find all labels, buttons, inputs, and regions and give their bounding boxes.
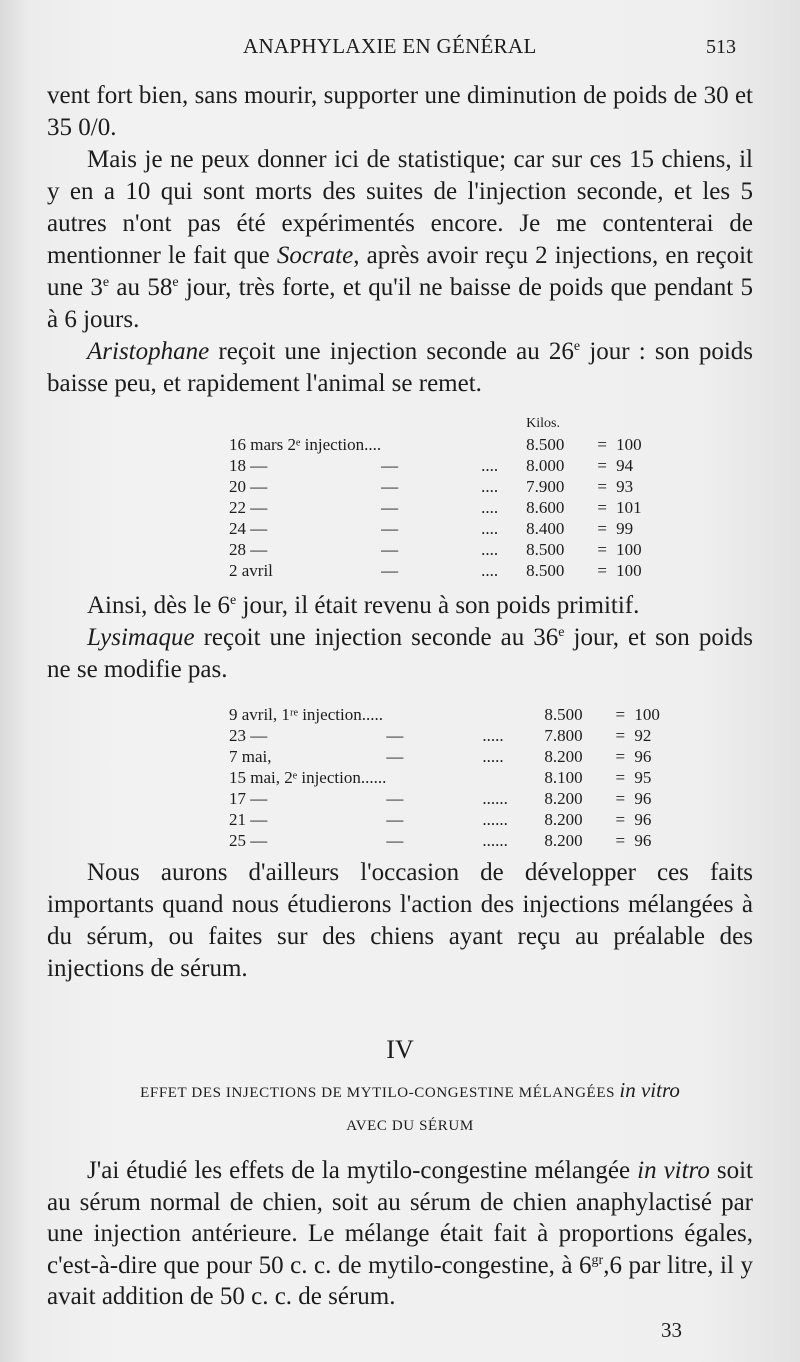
weight-cell: 8.200 <box>544 810 583 829</box>
label-cell: — <box>386 789 404 808</box>
text-run: J'ai étudié les effets de la mytilo-congestine mélangée <box>87 1157 638 1184</box>
equals-cell: = <box>597 498 607 517</box>
equals-cell: = <box>615 747 626 766</box>
weight-cell: 8.500 <box>526 435 565 454</box>
index-cell: 100 <box>634 705 660 724</box>
date-cell: 23 — <box>229 726 268 745</box>
table-row <box>229 518 656 539</box>
equals-cell: = <box>615 705 626 724</box>
equals-cell: = <box>597 456 607 475</box>
table-row <box>229 788 674 809</box>
text-run: jour, il était revenu à son poids primitif. <box>236 592 640 619</box>
paragraph-aristophane <box>47 336 753 400</box>
weight-cell: 8.400 <box>526 519 565 538</box>
table-row <box>229 539 656 560</box>
italic-run: in vitro <box>637 1157 710 1184</box>
leader-dots: .... <box>481 519 499 538</box>
paragraph-future-study: Nous aurons d'ailleurs l'occasion de développer ces faits importants quand nous étudierons l'action des injections mélangées à du sérum, ou faites sur des chiens ayant reçu au préalable des injections de sérum. <box>47 859 753 982</box>
superscript: e <box>558 625 565 640</box>
weight-cell: 8.200 <box>544 747 583 766</box>
equals-cell: = <box>615 810 626 829</box>
weight-cell: 8.500 <box>526 561 565 580</box>
index-cell: 101 <box>616 498 642 517</box>
superscript: e <box>573 339 581 354</box>
text-block-bottom <box>47 1155 753 1313</box>
index-cell: 100 <box>616 540 642 559</box>
heading-text: EFFET DES INJECTIONS DE MYTILO-CONGESTINE MÉLANGÉES <box>140 1085 620 1101</box>
label-cell: — <box>386 726 404 745</box>
index-cell: 96 <box>634 810 652 829</box>
leader-dots: .... <box>481 477 499 496</box>
text-run: reçoit une injection seconde au 26 <box>209 338 574 365</box>
leader-dots: .... <box>481 561 499 580</box>
table-row <box>229 767 674 788</box>
label-cell: — <box>381 477 399 496</box>
equals-cell: = <box>615 789 626 808</box>
paragraph-in-vitro <box>47 1155 753 1313</box>
leader-dots <box>482 704 544 725</box>
text-run: au 58 <box>109 274 173 301</box>
date-cell: 15 mai, 2ᵉ injection...... <box>229 768 387 787</box>
superscript: gr <box>591 1252 604 1268</box>
label-cell: — <box>386 831 404 850</box>
table-row <box>229 560 656 581</box>
leader-dots: .... <box>481 456 499 475</box>
text-block-conclusion <box>47 857 753 985</box>
equals-cell: = <box>597 561 607 580</box>
equals-cell: = <box>597 435 607 454</box>
leader-dots <box>482 767 544 788</box>
kilos-header: Kilos. <box>526 416 560 431</box>
date-cell: 17 — <box>229 789 268 808</box>
leader-dots: .... <box>481 498 499 517</box>
date-cell: 28 — <box>229 540 268 559</box>
leader-dots: ...... <box>482 789 508 808</box>
label-cell: — <box>386 810 404 829</box>
table-row <box>229 704 674 725</box>
index-cell: 100 <box>616 561 642 580</box>
text-run: ,6 par litre, il y avait addition de 50 c. c. de sérum. <box>47 1251 754 1310</box>
table-row <box>229 746 674 767</box>
leader-dots: ..... <box>482 726 504 745</box>
leader-dots: ..... <box>482 747 504 766</box>
date-cell: 24 — <box>229 519 268 538</box>
equals-cell: = <box>615 831 626 850</box>
date-cell: 2 avril <box>229 561 273 580</box>
paragraph-recovery <box>47 590 753 622</box>
index-cell: 96 <box>634 747 652 766</box>
table-row <box>229 455 656 476</box>
equals-cell: = <box>597 477 607 496</box>
table-row <box>229 725 674 746</box>
index-cell: 93 <box>616 477 634 496</box>
text-run: jour, très forte, et qu'il ne baisse de poids que pendant 5 à 6 jours. <box>47 274 753 333</box>
date-cell: 7 mai, <box>229 747 272 766</box>
text-run: jour : son poids baisse peu, et rapidement l'animal se remet. <box>47 338 753 397</box>
page-header <box>0 34 800 64</box>
text-run: , après avoir reçu 2 injections, en reçoit une 3 <box>47 242 753 301</box>
weight-cell: 8.600 <box>526 498 565 517</box>
section-number: IV <box>386 1035 414 1064</box>
dog-name-socrate: Socrate <box>276 242 354 269</box>
date-cell: 18 — <box>229 456 268 475</box>
date-cell: 22 — <box>229 498 268 517</box>
label-cell: — <box>381 561 399 580</box>
table-row <box>229 830 674 851</box>
running-title: ANAPHYLAXIE EN GÉNÉRAL <box>243 34 537 58</box>
weight-cell: 7.900 <box>526 477 565 496</box>
text-run: Mais je ne peux donner ici de statistique; car sur ces 15 chiens, il y en a 10 qui sont morts des suites de l'injection seconde, et les 5 autres n'ont pas été expérimentés encore. Je me contenterai de mentionner le fait que <box>47 146 753 269</box>
weight-cell: 8.500 <box>544 705 583 724</box>
label-cell: — <box>381 498 399 517</box>
label-cell <box>386 767 482 788</box>
table-row <box>229 809 674 830</box>
text-run: jour, et son poids ne se modifie pas. <box>47 624 753 683</box>
leader-dots: .... <box>481 540 499 559</box>
heading-italic: in vitro <box>619 1078 680 1102</box>
date-cell: 20 — <box>229 477 268 496</box>
paragraph-statistics <box>47 144 753 336</box>
date-cell: 25 — <box>229 831 268 850</box>
index-cell: 96 <box>634 789 652 808</box>
leader-dots: ...... <box>482 810 508 829</box>
superscript: e <box>172 275 179 290</box>
index-cell: 92 <box>634 726 652 745</box>
table-row <box>229 434 656 455</box>
weight-table-lysimaque <box>229 704 674 851</box>
equals-cell: = <box>597 519 607 538</box>
dog-name-aristophane: Aristophane <box>87 338 210 365</box>
date-cell: 16 mars 2ᵉ injection.... <box>229 435 382 454</box>
label-cell <box>381 434 481 455</box>
table-header-row <box>229 413 656 434</box>
text-block-middle <box>47 590 753 686</box>
section-heading <box>70 1074 750 1143</box>
heading-text-line2: AVEC DU SÉRUM <box>346 1118 474 1134</box>
equals-cell: = <box>615 768 626 787</box>
table-row <box>229 497 656 518</box>
superscript: e <box>230 593 237 608</box>
dog-name-lysimaque: Lysimaque <box>87 624 195 651</box>
label-cell: — <box>381 519 399 538</box>
weight-table-aristophane <box>229 413 656 581</box>
index-cell: 94 <box>616 456 634 475</box>
weight-cell: 7.800 <box>544 726 583 745</box>
paragraph-continued: vent fort bien, sans mourir, supporter une diminution de poids de 30 et 35 0/0. <box>47 82 753 141</box>
index-cell: 96 <box>634 831 652 850</box>
weight-cell: 8.500 <box>526 540 565 559</box>
index-cell: 95 <box>634 768 652 787</box>
leader-dots <box>481 434 526 455</box>
table-row <box>229 476 656 497</box>
date-cell: 9 avril, 1ʳᵉ injection..... <box>229 705 383 724</box>
text-block-top <box>47 80 753 400</box>
date-cell: 21 — <box>229 810 268 829</box>
text-run: reçoit une injection seconde au 36 <box>194 624 559 651</box>
superscript: e <box>102 275 110 290</box>
equals-cell: = <box>615 726 626 745</box>
index-cell: 100 <box>616 435 642 454</box>
label-cell: — <box>386 747 404 766</box>
index-cell: 99 <box>616 519 634 538</box>
weight-cell: 8.200 <box>544 831 583 850</box>
label-cell: — <box>381 540 399 559</box>
paragraph-lysimaque <box>47 622 753 686</box>
weight-cell: 8.100 <box>544 768 583 787</box>
label-cell: — <box>381 456 399 475</box>
text-run: Ainsi, dès le 6 <box>87 592 231 619</box>
label-cell <box>386 704 482 725</box>
weight-cell: 8.000 <box>526 456 565 475</box>
leader-dots: ...... <box>482 831 508 850</box>
signature-mark: 33 <box>661 1318 682 1342</box>
page-number: 513 <box>706 36 736 58</box>
text-run: soit au sérum normal de chien, soit au sérum de chien anaphylactisé par une injection antérieure. Le mélange était fait à proportions égales, c'est-à-dire que pour 50 c. c. de mytilo-congestine, à 6 <box>47 1157 753 1279</box>
equals-cell: = <box>597 540 607 559</box>
weight-cell: 8.200 <box>544 789 583 808</box>
